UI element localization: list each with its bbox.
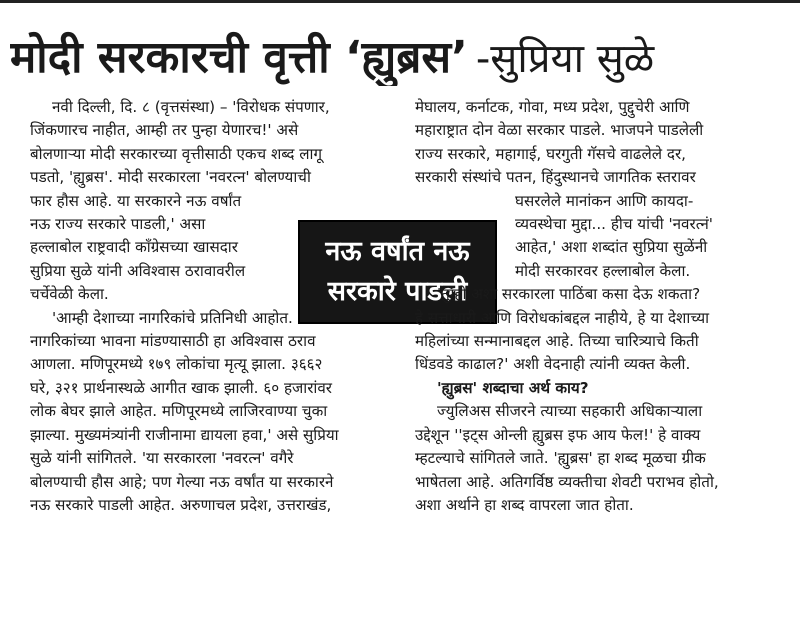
right-line-4: सरकारी संस्थांचे पतन, हिंदुस्थानचे जागतिक स्तरावर (415, 168, 696, 187)
headline-main: मोदी सरकारची वृत्ती ‘ह्युब्रस’ (10, 32, 468, 83)
left-line-11: नागरिकांच्या भावना मांडण्यासाठी हा अविश्वास ठराव (30, 332, 316, 351)
left-line-3: बोलणाऱ्या मोदी सरकारच्या वृत्तीसाठी एकच शब्द लागू (30, 144, 323, 163)
left-line-4: पडतो, 'ह्युब्रस'. मोदी सरकारला 'नवरत्न' बोलण्याची (30, 168, 311, 187)
left-line-14: लोक बेघर झाले आहेत. मणिपूरमध्ये लाजिरवाण्या चुका (30, 402, 328, 421)
right-line-5: घसरलेले मानांकन आणि कायदा- (515, 191, 694, 210)
left-line-6: नऊ राज्य सरकारे पाडली,' असा (30, 215, 206, 234)
right-line-17: भाषेतला आहे. अतिगर्विष्ठ व्यक्तीचा शेवटी पराभव होतो, (415, 472, 719, 491)
right-line-15: उद्देशून ''इट्स ओन्ली ह्युब्रस इफ आय फेल!' हे वाक्य (415, 425, 701, 444)
left-line-7: हल्लाबोल राष्ट्रवादी काँग्रेसच्या खासदार (30, 238, 238, 257)
left-line-12: आणला. मणिपूरमध्ये १७९ लोकांचा मृत्यू झाला. ३६६२ (30, 355, 323, 374)
article-headline (10, 30, 800, 86)
right-line-16: म्हटल्याचे सांगितले जाते. 'ह्युब्रस' हा शब्द मूळचा ग्रीक (415, 449, 706, 468)
right-line-1: मेघालय, कर्नाटक, गोवा, मध्य प्रदेश, पुद्दुचेरी आणि (415, 98, 690, 116)
right-column (415, 96, 793, 517)
right-line-14: ज्युलिअस सीजरने त्याच्या सहकारी अधिकाऱ्याला (437, 402, 703, 421)
right-line-10: हे सत्ताधारी आणि विरोधकांबद्दल नाहीये, हे या देशाच्या (415, 308, 710, 327)
headline-byline: -सुप्रिया सुळे (475, 36, 655, 82)
left-line-9: चर्चेवेळी केला. (30, 285, 109, 304)
left-line-13: घरे, ३२१ प्रार्थनास्थळे आगीत खाक झाली. ६० हजारांवर (30, 378, 333, 397)
left-line-15: झाल्या. मुख्यमंत्र्यांनी राजीनामा द्यायला हवा,' असे सुप्रिया (30, 425, 339, 444)
right-line-18: अशा अर्थाने हा शब्द वापरला जात होता. (415, 495, 634, 514)
right-line-6: व्यवस्थेचा मुद्दा... हीच यांची 'नवरत्नं' (515, 215, 713, 234)
right-line-11: महिलांच्या सन्मानाबद्दल आहे. तिच्या चारित्र्याचे किती (415, 332, 699, 351)
top-rule (0, 0, 800, 3)
left-line-1: नवी दिल्ली, दि. ८ (वृत्तसंस्था) – 'विरोधक संपणार, (52, 98, 330, 116)
callout-line-1: नऊ वर्षांत नऊ (325, 236, 470, 267)
left-line-18: नऊ सरकारे पाडली आहेत. अरुणाचल प्रदेश, उत्तराखंड, (30, 495, 332, 514)
callout-line-2: सरकारे पाडली (327, 276, 468, 307)
right-line-3: राज्य सरकारे, महागाई, घरगुती गॅसचे वाढलेले दर, (415, 144, 686, 163)
left-line-8: सुप्रिया सुळे यांनी अविश्वास ठरावावरील (30, 261, 246, 280)
section-subheading: 'ह्युब्रस' शब्दाचा अर्थ काय? (437, 378, 589, 397)
right-line-8: मोदी सरकारवर हल्लाबोल केला. (515, 261, 691, 280)
right-line-7: आहेत,' अशा शब्दांत सुप्रिया सुळेंनी (515, 238, 708, 257)
right-line-9: 'तुम्ही अशा सरकारला पाठिंबा कसा देऊ शकता? (437, 285, 701, 304)
left-line-17: बोलण्याची हौस आहे; पण गेल्या नऊ वर्षांत या सरकारने (30, 472, 334, 491)
right-line-12: धिंडवडे काढाल?' अशी वेदनाही त्यांनी व्यक्त केली. (415, 355, 691, 374)
right-line-2: महाराष्ट्रात दोन वेळा सरकार पाडले. भाजपने पाडलेली (415, 121, 704, 140)
left-line-5: फार हौस आहे. या सरकारने नऊ वर्षांत (30, 191, 242, 210)
left-line-10: 'आम्ही देशाच्या नागरिकांचे प्रतिनिधी आहोत. (52, 308, 293, 327)
left-line-16: सुळे यांनी सांगितले. 'या सरकारला 'नवरत्न' वगैरे (30, 449, 294, 468)
left-line-2: जिंकणारच नाहीत, आम्ही तर पुन्हा येणारच!' असे (30, 121, 299, 140)
